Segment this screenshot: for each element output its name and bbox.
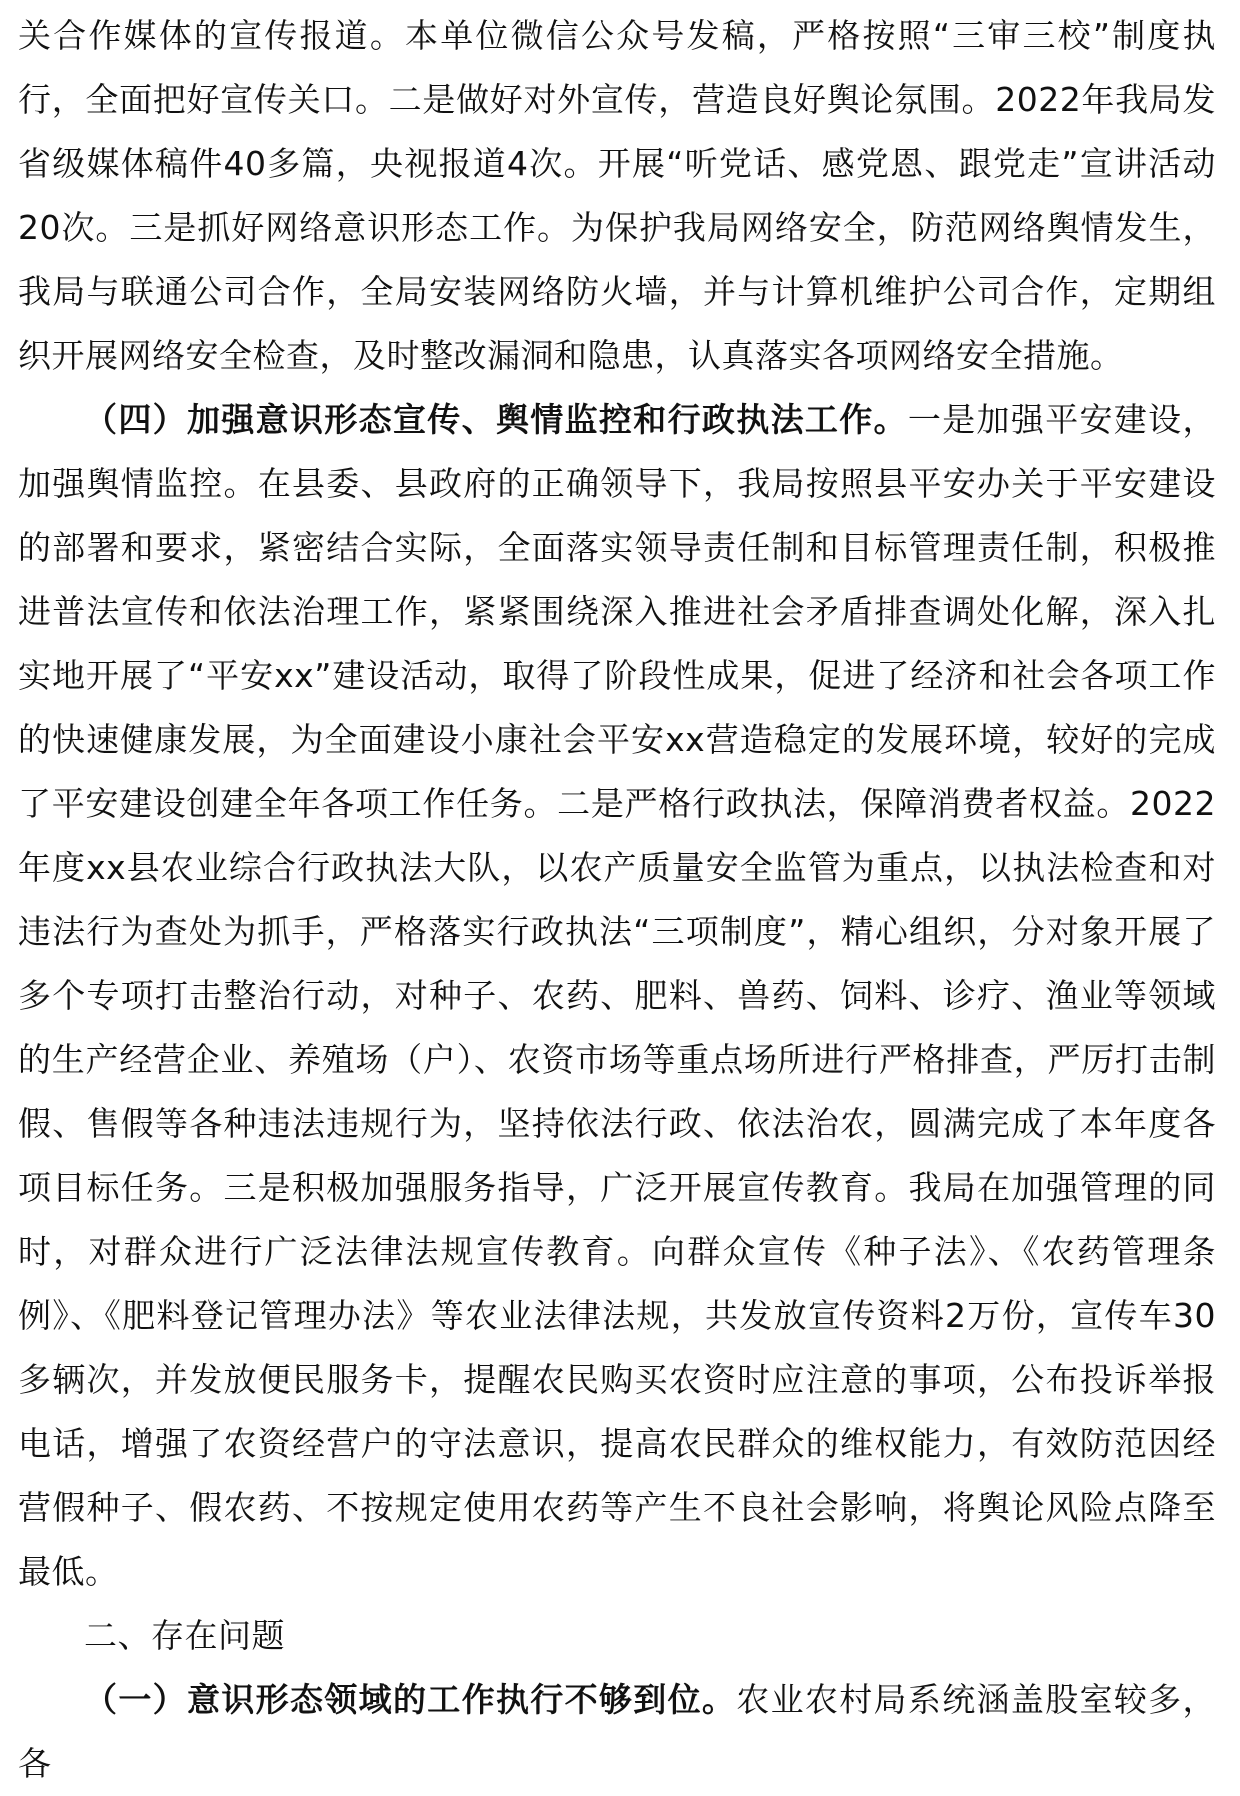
paragraph-text: 一是加强平安建设，加强舆情监控。在县委、县政府的正确领导下，我局按照县平安办关于平安建设的部署和要求，紧密结合实际，全面落实领导责任制和目标管理责任制，积极推进普法宣传和依法治理工作，紧紧围绕深入推进社会矛盾排查调处化解，深入扎实地开展了“平安xx”建设活动，取得了阶段性成果，促进了经济和社会各项工作的快速健康发展，为全面建设小康社会平安xx营造稳定的发展环境，较好的完成了平安建设创建全年各项工作任务。二是严格行政执法，保障消费者权益。2022年度xx县农业综合行政执法大队，以农产质量安全监管为重点，以执法检查和对违法行为查处为抓手，严格落实行政执法“三项制度”，精心组织，分对象开展了多个专项打击整治行动，对种子、农药、肥料、兽药、饲料、诊疗、渔业等领域的生产经营企业、养殖场（户）、农资市场等重点场所进行严格排查，严厉打击制假、售假等各种违法违规行为，坚持依法行政、依法治农，圆满完成了本年度各项目标任务。三是积极加强服务指导，广泛开展宣传教育。我局在加强管理的同时，对群众进行广泛法律法规宣传教育。向群众宣传《种子法》、《农药管理条例》、《肥料登记管理办法》等农业法律法规，共发放宣传资料2万份，宣传车30多辆次，并发放便民服务卡，提醒农民购买农资时应注意的事项，公布投诉举报电话，增强了农资经营户的守法意识，提高农民群众的维权能力，有效防范因经营假种子、假农药、不按规定使用农药等产生不良社会影响，将舆论风险点降至最低。 xyxy=(18,400,1216,1591)
section-heading: （四）加强意识形态宣传、舆情监控和行政执法工作。 xyxy=(84,400,908,439)
paragraph-text: 关合作媒体的宣传报道。本单位微信公众号发稿，严格按照“三审三校”制度执行，全面把好宣传关口。二是做好对外宣传，营造良好舆论氛围。2022年我局发省级媒体稿件40多篇，央视报道4次。开展“听党话、感党恩、跟党走”宣讲活动20次。三是抓好网络意识形态工作。为保护我局网络安全，防范网络舆情发生，我局与联通公司合作，全局安装网络防火墙，并与计算机维护公司合作，定期组织开展网络安全检查，及时整改漏洞和隐患，认真落实各项网络安全措施。 xyxy=(18,16,1216,375)
paragraph-text: 农业农村局系统涵盖股室较多，各 xyxy=(18,1680,1216,1783)
section-title-problems xyxy=(18,1604,1216,1668)
section-heading: （一）意识形态领域的工作执行不够到位。 xyxy=(84,1680,737,1719)
paragraph-problem-one xyxy=(18,1668,1216,1796)
paragraph-section-four xyxy=(18,388,1216,1604)
document-page xyxy=(18,4,1216,1796)
paragraph-network-publicity xyxy=(18,4,1216,388)
section-title: 二、存在问题 xyxy=(84,1616,285,1655)
